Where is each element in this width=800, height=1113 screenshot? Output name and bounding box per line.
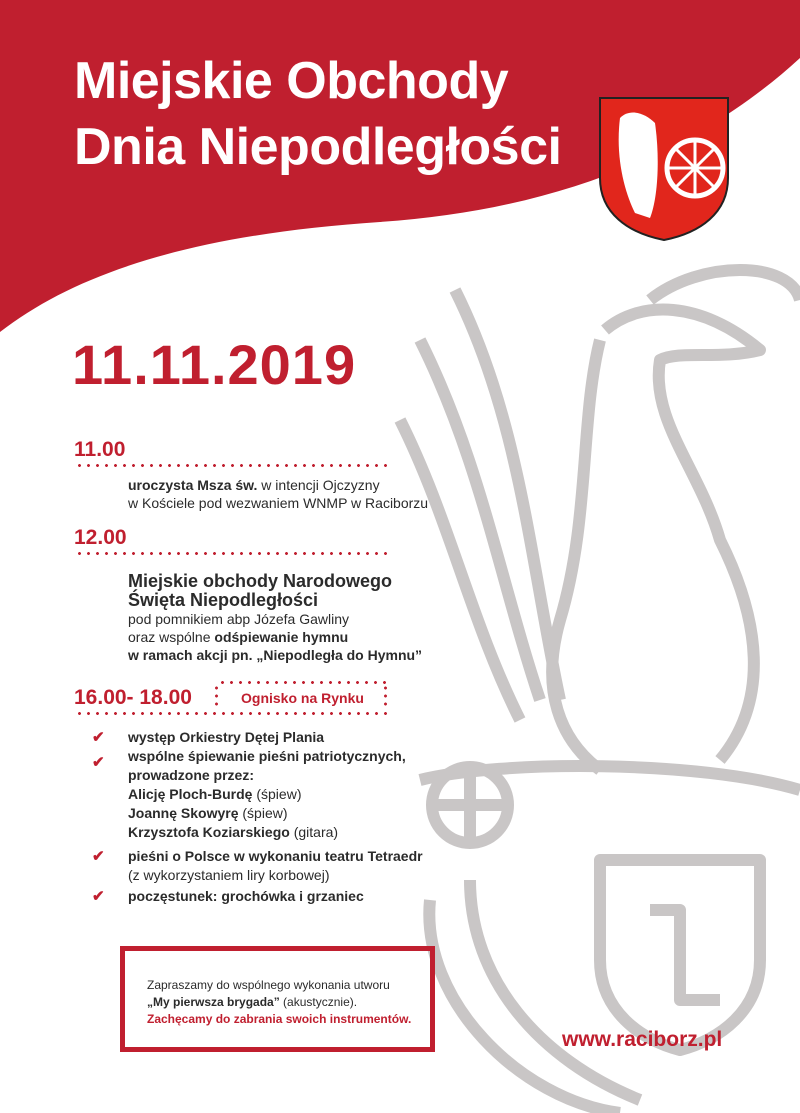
program-text: wspólne śpiewanie pieśni patriotycznych, <box>128 748 406 764</box>
check-icon: ✔ <box>92 848 105 865</box>
program-item <box>92 747 406 842</box>
dotted-box-top <box>218 681 386 684</box>
program-item <box>92 728 324 747</box>
dotted-divider <box>75 712 390 715</box>
program-text: występ Orkiestry Dętej Plania <box>128 729 325 745</box>
event-12-description <box>128 572 422 664</box>
performer-role: (gitara) <box>289 824 339 840</box>
bonfire-location: Ognisko na Rynku <box>241 690 364 706</box>
notice-line-1: Zapraszamy do wspólnego wykonania utworu <box>147 978 390 992</box>
time-16-18: 16.00- 18.00 <box>74 686 192 709</box>
website-link[interactable]: www.raciborz.pl <box>562 1028 723 1051</box>
performer-role: (śpiew) <box>252 786 302 802</box>
event-date: 11.11.2019 <box>72 333 357 396</box>
event-11-description <box>128 476 428 512</box>
event-12-title-1: Miejskie obchody Narodowego <box>128 571 393 591</box>
program-text-2: prowadzone przez: <box>128 767 255 783</box>
check-icon: ✔ <box>92 729 105 746</box>
dotted-box-left <box>215 684 218 710</box>
performer-role: (śpiew) <box>238 805 288 821</box>
check-icon: ✔ <box>92 754 105 771</box>
dotted-divider <box>75 552 390 555</box>
notice-box <box>120 946 435 1052</box>
mass-location: w Kościele pod wezwaniem WNMP w Raciborzu <box>128 495 429 511</box>
check-icon: ✔ <box>92 888 105 905</box>
dotted-divider <box>75 464 390 467</box>
poster-title <box>74 48 561 180</box>
performer-name: Krzysztofa Koziarskiego <box>128 824 290 840</box>
event-12-line-2: oraz wspólne <box>128 629 215 645</box>
title-line-1: Miejskie Obchody <box>74 52 509 110</box>
title-line-2: Dnia Niepodległości <box>74 118 562 176</box>
coat-of-arms <box>600 98 728 240</box>
performer-name: Joannę Skowyrę <box>128 805 239 821</box>
performer-name: Alicję Ploch-Burdę <box>128 786 253 802</box>
song-title: „My pierwsza brygada” <box>147 995 280 1009</box>
anthem-label: odśpiewanie hymnu <box>214 629 349 645</box>
time-12: 12.00 <box>74 526 127 549</box>
dotted-box-right <box>384 684 387 710</box>
mass-label: uroczysta Msza św. <box>128 477 258 493</box>
program-text: poczęstunek: grochówka i grzaniec <box>128 888 364 904</box>
notice-line-2: (akustycznie). <box>279 995 358 1009</box>
notice-line-3: Zachęcamy do zabrania swoich instrumentów. <box>147 1012 412 1026</box>
program-item <box>92 847 423 885</box>
event-12-line-1: pod pomnikiem abp Józefa Gawliny <box>128 611 350 627</box>
program-item <box>92 887 364 906</box>
time-11: 11.00 <box>74 438 126 461</box>
program-text-2: (z wykorzystaniem liry korbowej) <box>128 867 330 883</box>
program-text: pieśni o Polsce w wykonaniu teatru Tetraedr <box>128 848 423 864</box>
event-12-title-2: Święta Niepodległości <box>128 590 319 610</box>
eagle-watermark <box>400 270 800 1113</box>
event-12-line-3: w ramach akcji pn. „Niepodległa do Hymnu” <box>128 647 423 663</box>
mass-intention: w intencji Ojczyzny <box>257 477 380 493</box>
